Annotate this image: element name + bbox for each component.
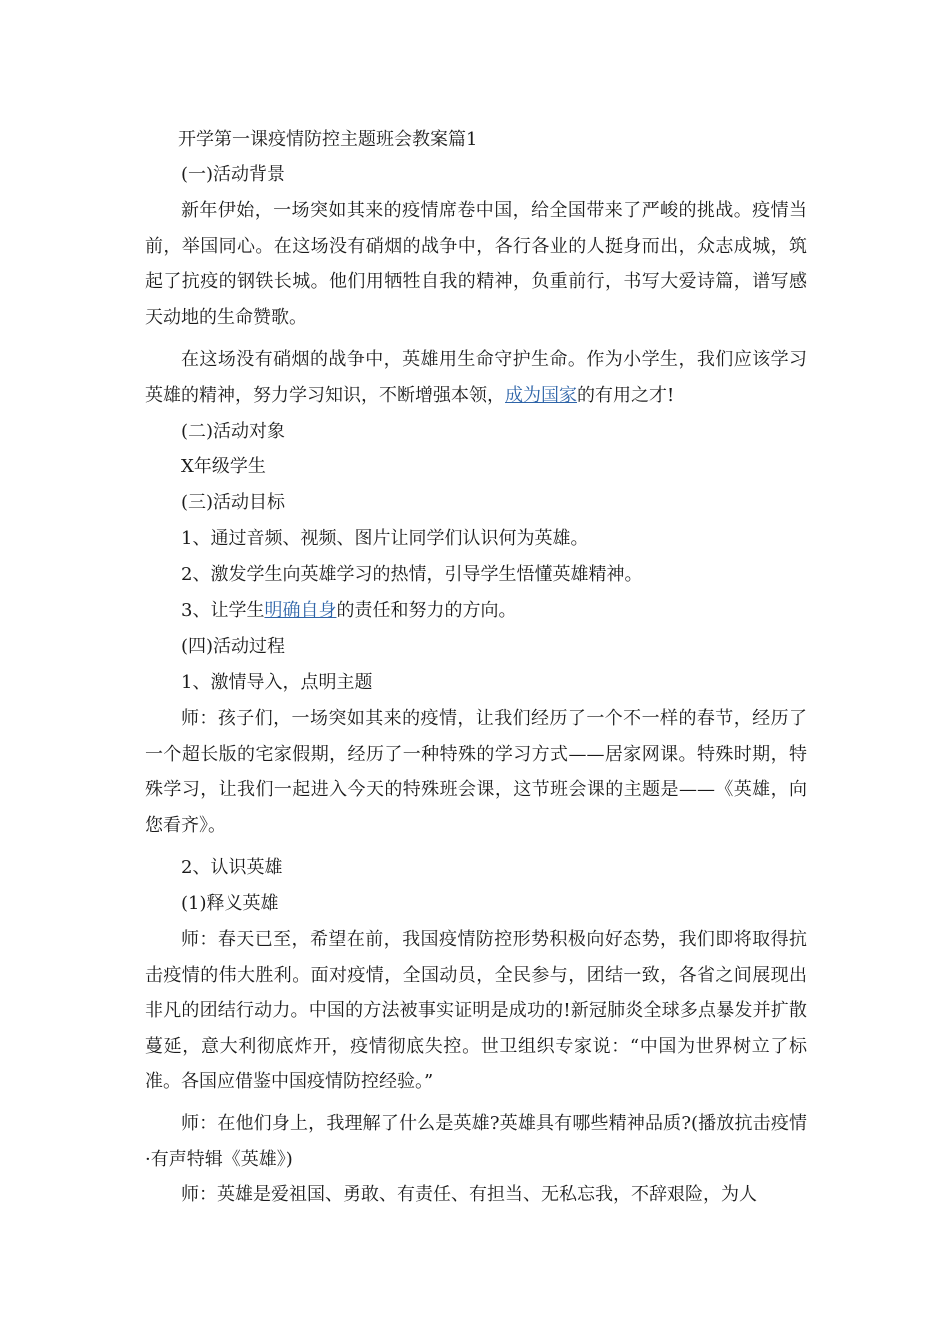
paragraph-text: 在这场没有硝烟的战争中，英雄用生命守护生命。作为小学生，我们应该学习英雄的精神，努力学习知识，不断增强本领， bbox=[145, 349, 807, 406]
goal-item-3 bbox=[181, 593, 807, 629]
section-heading-goals: (三)活动目标 bbox=[181, 492, 286, 513]
goal-text: 的责任和努力的方向。 bbox=[336, 600, 517, 621]
process-step-2: 2、认识英雄 bbox=[181, 857, 283, 878]
paragraph-text: 的有用之才! bbox=[577, 384, 675, 406]
section-heading-target: (二)活动对象 bbox=[181, 421, 286, 442]
section-heading-background: (一)活动背景 bbox=[181, 164, 286, 185]
goal-item-1: 1、通过音频、视频、图片让同学们认识何为英雄。 bbox=[181, 528, 589, 549]
goal-item-2: 2、激发学生向英雄学习的热情，引导学生悟懂英雄精神。 bbox=[181, 564, 643, 585]
goal-text: 3、让学生 bbox=[181, 600, 265, 621]
teacher-paragraph-1: 师：孩子们，一场突如其来的疫情，让我们经历了一个不一样的春节，经历了一个超长版的宅家假期，经历了一种特殊的学习方式——居家网课。特殊时期，特殊学习，让我们一起进入今天的特殊班会课，这节班会课的主题是——《英雄，向您看齐》。 bbox=[145, 708, 807, 836]
section-heading-process: (四)活动过程 bbox=[181, 636, 286, 657]
teacher-paragraph-3: 师：在他们身上，我理解了什么是英雄?英雄具有哪些精神品质?(播放抗击疫情·有声特辑《英雄》) bbox=[145, 1113, 807, 1170]
process-step-1: 1、激情导入，点明主题 bbox=[181, 672, 373, 693]
paragraph-background-2 bbox=[145, 342, 807, 413]
teacher-paragraph-2: 师：春天已至，希望在前，我国疫情防控形势积极向好态势，我们即将取得抗击疫情的伟大胜利。面对疫情，全国动员，全民参与，团结一致，各省之间展现出非凡的团结行动力。中国的方法被事实证明是成功的!新冠肺炎全球多点暴发并扩散蔓延，意大利彻底炸开，疫情彻底失控。世卫组织专家说：“中国为世界树立了标准。各国应借鉴中国疫情防控经验。” bbox=[145, 929, 807, 1092]
process-substep-1: (1)释义英雄 bbox=[181, 893, 279, 914]
link-become-country[interactable]: 成为国家 bbox=[505, 384, 577, 406]
paragraph-background-1: 新年伊始，一场突如其来的疫情席卷中国，给全国带来了严峻的挑战。疫情当前，举国同心。在这场没有硝烟的战争中，各行各业的人挺身而出，众志成城，筑起了抗疫的钢铁长城。他们用牺牲自我的精神，负重前行，书写大爱诗篇，谱写感天动地的生命赞歌。 bbox=[145, 200, 807, 328]
target-grade-text: X年级学生 bbox=[181, 456, 266, 477]
document-title: 开学第一课疫情防控主题班会教案篇1 bbox=[178, 129, 478, 150]
link-clarify-self[interactable]: 明确自身 bbox=[264, 600, 337, 621]
teacher-paragraph-4: 师：英雄是爱祖国、勇敢、有责任、有担当、无私忘我，不辞艰险，为人 bbox=[181, 1184, 757, 1205]
